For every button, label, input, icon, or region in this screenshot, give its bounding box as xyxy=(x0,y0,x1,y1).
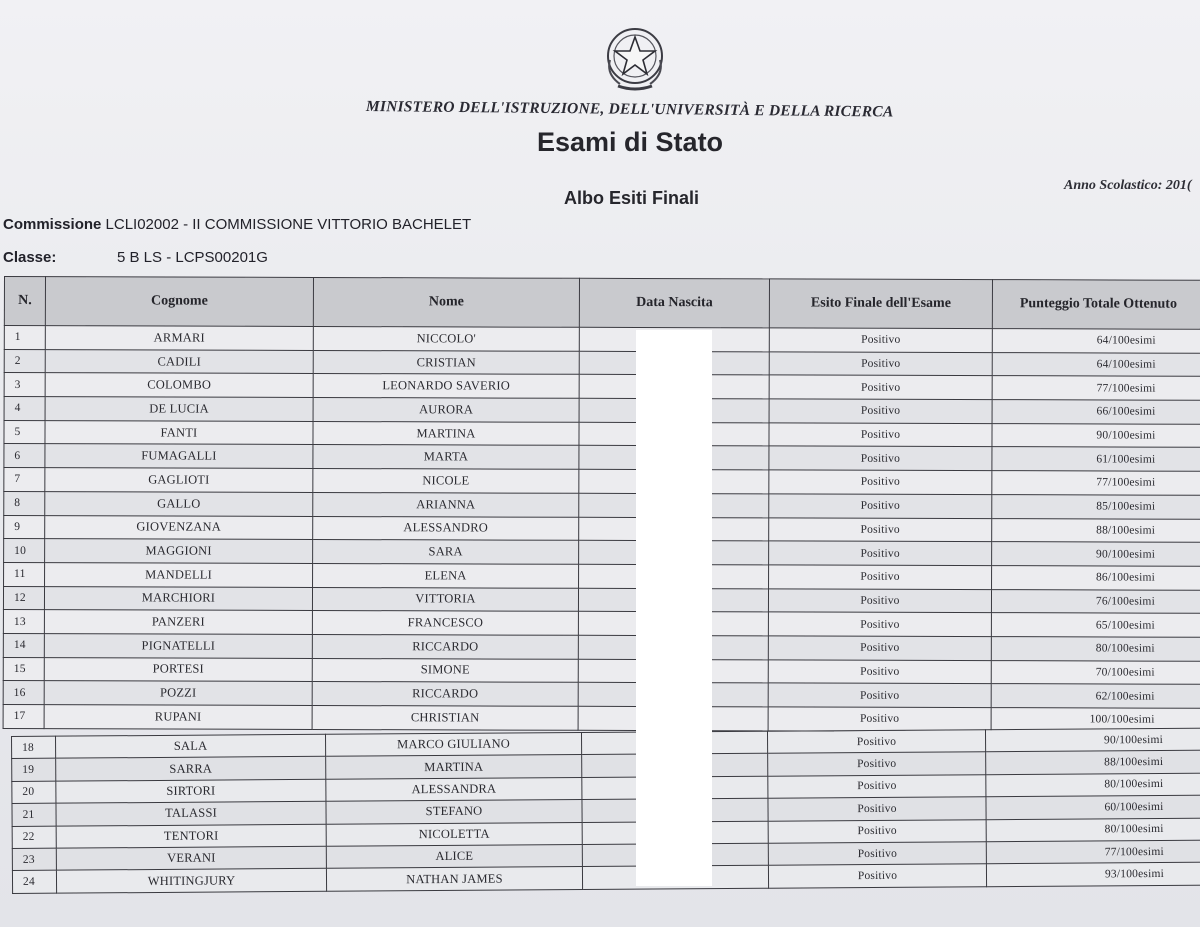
cell-esito: Positivo xyxy=(768,612,991,636)
cell-esito: Positivo xyxy=(768,588,991,612)
table-row xyxy=(3,704,1200,731)
cell-esito: Positivo xyxy=(768,842,986,866)
col-header-punteggio: Punteggio Totale Ottenuto xyxy=(992,280,1200,330)
cell-esito: Positivo xyxy=(769,375,992,399)
cell-nome: SIMONE xyxy=(312,658,578,683)
cell-cognome: PANZERI xyxy=(44,610,312,635)
cell-punteggio: 62/100esimi xyxy=(991,684,1200,708)
cell-esito: Positivo xyxy=(769,517,992,541)
row-number: 22 xyxy=(12,826,56,849)
row-number: 14 xyxy=(3,633,44,657)
results-table xyxy=(3,276,1200,732)
cell-punteggio: 77/100esimi xyxy=(992,376,1200,400)
cell-esito: Positivo xyxy=(769,423,992,447)
col-header-esito: Esito Finale dell'Esame xyxy=(769,279,992,329)
cell-punteggio: 76/100esimi xyxy=(991,589,1200,613)
row-number: 12 xyxy=(3,586,44,610)
cell-nome: ELENA xyxy=(313,563,579,588)
cell-nome: MARCO GIULIANO xyxy=(325,733,581,757)
row-number: 15 xyxy=(3,657,44,681)
row-number: 4 xyxy=(4,397,45,421)
row-number: 9 xyxy=(4,515,45,539)
cell-cognome: GALLO xyxy=(45,491,313,516)
cell-cognome: COLOMBO xyxy=(45,373,313,398)
cell-nome: MARTA xyxy=(313,445,579,470)
cell-nome: AURORA xyxy=(313,398,579,423)
cell-punteggio: 93/100esimi xyxy=(986,862,1200,886)
row-number: 5 xyxy=(4,420,45,444)
cell-punteggio: 64/100esimi xyxy=(992,352,1200,376)
cell-punteggio: 100/100esimi xyxy=(991,708,1200,732)
row-number: 3 xyxy=(4,373,45,397)
cell-punteggio: 85/100esimi xyxy=(992,494,1200,518)
cell-cognome: FUMAGALLI xyxy=(45,444,313,469)
cell-cognome: SALA xyxy=(56,734,326,758)
page-title: Esami di Stato xyxy=(537,127,724,157)
row-number: 18 xyxy=(12,736,56,759)
cell-punteggio: 61/100esimi xyxy=(992,447,1200,471)
cell-esito: Positivo xyxy=(768,752,986,776)
cell-esito: Positivo xyxy=(768,683,991,707)
cell-cognome: MANDELLI xyxy=(45,563,313,588)
row-number: 16 xyxy=(3,681,44,705)
row-number: 24 xyxy=(12,871,56,894)
cell-esito: Positivo xyxy=(768,660,991,684)
row-number: 10 xyxy=(4,539,45,563)
commissione-label: Commissione xyxy=(3,216,102,233)
cell-cognome: POZZI xyxy=(44,681,312,706)
cell-punteggio: 90/100esimi xyxy=(992,423,1200,447)
cell-cognome: FANTI xyxy=(45,420,313,445)
cell-esito: Positivo xyxy=(768,797,986,821)
row-number: 1 xyxy=(4,326,45,350)
cell-punteggio: 77/100esimi xyxy=(992,471,1200,495)
table-header-row xyxy=(4,277,1200,330)
col-header-num: N. xyxy=(4,277,45,326)
results-table-continued xyxy=(11,728,1200,894)
cell-esito: Positivo xyxy=(768,864,986,888)
cell-cognome: VERANI xyxy=(56,846,326,870)
cell-punteggio: 90/100esimi xyxy=(985,728,1200,752)
row-number: 6 xyxy=(4,444,45,468)
row-number: 8 xyxy=(4,491,45,515)
cell-cognome: SIRTORI xyxy=(56,779,326,803)
classe-line xyxy=(3,249,268,266)
cell-nome: NATHAN JAMES xyxy=(326,867,582,891)
page-subtitle: Albo Esiti Finali xyxy=(564,188,700,208)
cell-nome: ALESSANDRA xyxy=(326,777,582,801)
cell-nome: ALICE xyxy=(326,844,582,868)
cell-esito: Positivo xyxy=(769,399,992,423)
cell-esito: Positivo xyxy=(769,470,992,494)
cell-punteggio: 88/100esimi xyxy=(992,518,1200,542)
cell-esito: Positivo xyxy=(768,636,991,660)
cell-nome: CRISTIAN xyxy=(313,350,579,375)
cell-cognome: GIOVENZANA xyxy=(45,515,313,540)
cell-cognome: MAGGIONI xyxy=(45,539,313,564)
cell-nome: LEONARDO SAVERIO xyxy=(313,374,579,399)
school-year: Anno Scolastico: 201( xyxy=(1064,178,1192,193)
classe-value: 5 B LS - LCPS00201G xyxy=(117,249,268,266)
row-number: 19 xyxy=(12,759,56,782)
cell-punteggio: 66/100esimi xyxy=(992,400,1200,424)
cell-nome: MARTINA xyxy=(326,755,582,779)
ministry-heading: MINISTERO DELL'ISTRUZIONE, DELL'UNIVERSITÀ E DELLA RICERCA xyxy=(365,98,894,121)
row-number: 20 xyxy=(12,781,56,804)
cell-nome: RICCARDO xyxy=(312,682,578,707)
cell-nome: SARA xyxy=(313,540,579,565)
italian-republic-emblem-icon xyxy=(600,22,670,94)
cell-nome: ALESSANDRO xyxy=(313,516,579,541)
cell-nome: CHRISTIAN xyxy=(312,705,578,730)
cell-punteggio: 70/100esimi xyxy=(991,660,1200,684)
cell-esito: Positivo xyxy=(767,730,985,754)
cell-esito: Positivo xyxy=(769,352,992,376)
cell-punteggio: 90/100esimi xyxy=(992,542,1200,566)
classe-label: Classe: xyxy=(3,249,57,266)
cell-cognome: PORTESI xyxy=(44,657,312,682)
col-header-nome: Nome xyxy=(313,277,579,327)
row-number: 2 xyxy=(4,349,45,373)
cell-nome: RICCARDO xyxy=(312,634,578,659)
col-header-cognome: Cognome xyxy=(45,277,313,327)
cell-esito: Positivo xyxy=(768,819,986,843)
cell-punteggio: 77/100esimi xyxy=(986,840,1200,864)
cell-cognome: PIGNATELLI xyxy=(44,634,312,659)
cell-esito: Positivo xyxy=(768,774,986,798)
cell-cognome: TALASSI xyxy=(56,801,326,825)
row-number: 23 xyxy=(12,848,56,871)
cell-punteggio: 80/100esimi xyxy=(986,773,1200,797)
cell-cognome: WHITINGJURY xyxy=(56,869,326,893)
cell-esito: Positivo xyxy=(769,446,992,470)
cell-nome: MARTINA xyxy=(313,421,579,446)
commissione-value: LCLI02002 - II COMMISSIONE VITTORIO BACHELET xyxy=(105,216,472,233)
cell-nome: FRANCESCO xyxy=(312,611,578,636)
cell-punteggio: 60/100esimi xyxy=(986,795,1200,819)
cell-esito: Positivo xyxy=(769,541,992,565)
cell-cognome: TENTORI xyxy=(56,824,326,848)
cell-cognome: GAGLIOTI xyxy=(45,468,313,493)
col-header-data-nascita: Data Nascita xyxy=(579,278,769,328)
cell-punteggio: 80/100esimi xyxy=(991,637,1200,661)
cell-cognome: ARMARI xyxy=(45,326,313,351)
cell-nome: NICCOLO' xyxy=(313,326,579,351)
cell-punteggio: 80/100esimi xyxy=(986,818,1200,842)
cell-nome: NICOLETTA xyxy=(326,822,582,846)
row-number: 17 xyxy=(3,704,44,728)
cell-esito: Positivo xyxy=(768,707,991,731)
cell-esito: Positivo xyxy=(769,328,992,352)
cell-punteggio: 65/100esimi xyxy=(991,613,1200,637)
commissione-line xyxy=(3,216,471,233)
cell-punteggio: 88/100esimi xyxy=(986,751,1200,775)
redacted-birthdates xyxy=(636,330,712,886)
cell-punteggio: 86/100esimi xyxy=(992,565,1200,589)
cell-punteggio: 64/100esimi xyxy=(992,329,1200,353)
row-number: 21 xyxy=(12,803,56,826)
cell-cognome: CADILI xyxy=(45,349,313,374)
cell-cognome: DE LUCIA xyxy=(45,397,313,422)
row-number: 11 xyxy=(4,562,45,586)
cell-nome: STEFANO xyxy=(326,800,582,824)
row-number: 7 xyxy=(4,468,45,492)
cell-cognome: MARCHIORI xyxy=(44,586,312,611)
cell-nome: VITTORIA xyxy=(312,587,578,612)
cell-cognome: SARRA xyxy=(56,757,326,781)
cell-nome: NICOLE xyxy=(313,469,579,494)
cell-cognome: RUPANI xyxy=(44,705,312,730)
row-number: 13 xyxy=(3,610,44,634)
cell-esito: Positivo xyxy=(769,565,992,589)
cell-nome: ARIANNA xyxy=(313,492,579,517)
cell-esito: Positivo xyxy=(769,494,992,518)
